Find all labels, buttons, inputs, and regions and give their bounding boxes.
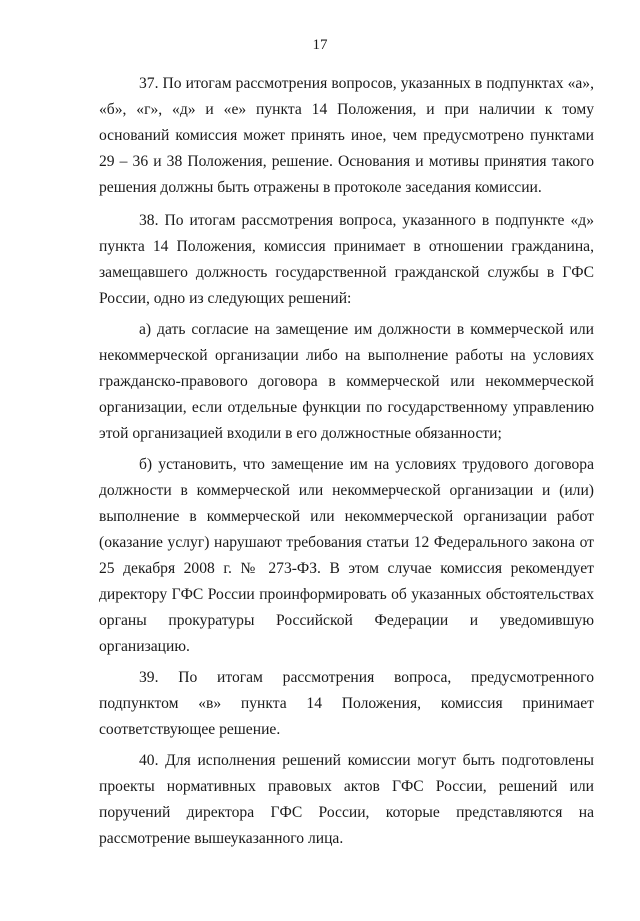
paragraph-40: 40. Для исполнения решений комиссии могут быть подготовлены проекты нормативных правовых актов ГФС России, решений или поручений директора ГФС России, которые представляются на рассмотрение вышеуказанного лица. (99, 752, 594, 847)
document-body (99, 71, 594, 852)
page-number: 17 (312, 37, 328, 53)
paragraph-37: 37. По итогам рассмотрения вопросов, указанных в подпунктах «а», «б», «г», «д» и «е» пункта 14 Положения, и при наличии к тому оснований комиссия может принять иное, чем предусмотрено пунктами 29 – 36 и 38 Положения, решение. Основания и мотивы принятия такого решения должны быть отражены в протоколе заседания комиссии. (99, 75, 594, 196)
paragraph-38: 38. По итогам рассмотрения вопроса, указанного в подпункте «д» пункта 14 Положения, комиссия принимает в отношении гражданина, замещавшего должность государственной гражданской службы в ГФС России, одно из следующих решений: (99, 212, 594, 307)
paragraph-38-b: б) установить, что замещение им на условиях трудового договора должности в коммерческой или некоммерческой организации и (или) выполнение в коммерческой или некоммерческой организации работ (оказание услуг) нарушают требования статьи 12 Федерального закона от 25 декабря 2008 г. № 273-ФЗ. В этом случае комиссия рекомендует директору ГФС России проинформировать об указанных обстоятельствах органы прокуратуры Российской Федерации и уведомившую организацию. (99, 456, 594, 655)
paragraph-38-a: а) дать согласие на замещение им должности в коммерческой или некоммерческой организации либо на выполнение работы на условиях гражданско-правового договора в коммерческой или некоммерческой организации, если отдельные функции по государственному управлению этой организацией входили в его должностные обязанности; (99, 321, 594, 442)
paragraph-39: 39. По итогам рассмотрения вопроса, предусмотренного подпунктом «в» пункта 14 Положения, комиссия принимает соответствующее решение. (99, 669, 594, 738)
